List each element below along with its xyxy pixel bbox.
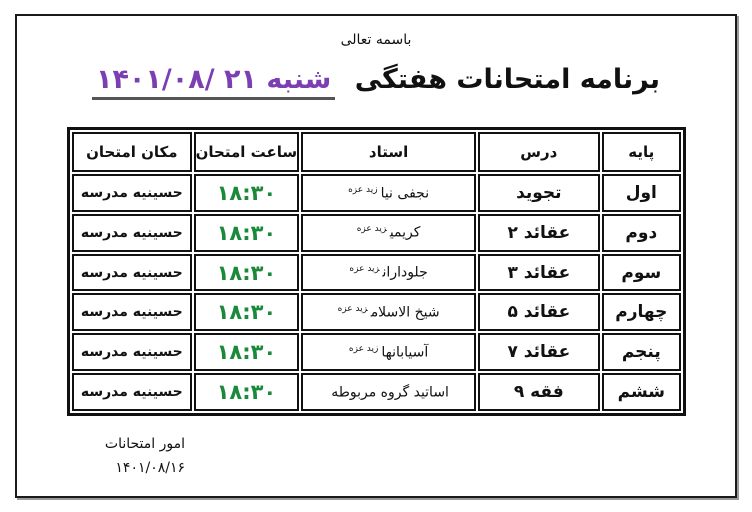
time-cell: ۱۸:۳۰: [194, 293, 300, 331]
teacher-honorific: زید عزه: [348, 343, 379, 354]
teacher-name: آسیابانها: [381, 344, 429, 361]
teacher-cell: [301, 293, 476, 331]
exam-schedule-table: [67, 127, 686, 416]
grade-cell: سوم: [602, 254, 681, 292]
footer-office: امور امتحانات: [104, 436, 185, 452]
column-header-place: مکان امتحان: [72, 132, 192, 172]
table-row: [72, 174, 681, 212]
grade-cell: پنجم: [602, 333, 681, 371]
place-cell: حسینیه مدرسه: [72, 254, 192, 292]
grade-cell: چهارم: [602, 293, 681, 331]
teacher-name: جلوداران: [382, 264, 428, 281]
place-cell: حسینیه مدرسه: [72, 293, 192, 331]
column-header-time: ساعت امتحان: [194, 132, 300, 172]
table-row: [72, 333, 681, 371]
teacher-honorific: زید عزه: [337, 304, 368, 315]
title-text: برنامه امتحانات هفتگی: [354, 64, 661, 95]
teacher-honorific: زید عزه: [356, 224, 387, 235]
grade-cell: دوم: [602, 214, 681, 252]
time-cell: ۱۸:۳۰: [194, 174, 300, 212]
teacher-honorific: زید عزه: [348, 184, 378, 195]
column-header-lesson: درس: [478, 132, 600, 172]
teacher-name: نجفی نیا: [380, 185, 430, 202]
table-row: [72, 214, 681, 252]
teacher-name: کریمی: [389, 225, 421, 242]
table-header-row: [72, 132, 681, 172]
lesson-cell: عقائد ۵: [478, 293, 600, 331]
teacher-name: اساتید گروه مربوطه: [331, 384, 449, 401]
time-cell: ۱۸:۳۰: [194, 214, 300, 252]
teacher-cell: [301, 333, 476, 371]
basmala-heading: باسمه تعالی: [340, 32, 412, 48]
table-row: [72, 293, 681, 331]
footer-signature: [95, 432, 185, 480]
teacher-cell: [301, 174, 476, 212]
teacher-name: شیخ الاسلام: [370, 304, 440, 321]
lesson-cell: عقائد ۳: [478, 254, 600, 292]
teacher-cell: [301, 254, 476, 292]
lesson-cell: عقائد ۲: [478, 214, 600, 252]
table-row: [72, 373, 681, 411]
teacher-cell: [301, 373, 476, 411]
place-cell: حسینیه مدرسه: [72, 214, 192, 252]
teacher-honorific: زید عزه: [349, 264, 380, 275]
grade-cell: اول: [602, 174, 681, 212]
table-row: [72, 254, 681, 292]
grade-cell: ششم: [602, 373, 681, 411]
lesson-cell: عقائد ۷: [478, 333, 600, 371]
footer-date: ۱۴۰۱/۰۸/۱۶: [115, 460, 185, 476]
column-header-teacher: استاد: [301, 132, 476, 172]
lesson-cell: تجوید: [478, 174, 600, 212]
time-cell: ۱۸:۳۰: [194, 254, 300, 292]
page-title: [0, 64, 752, 100]
column-header-grade: پایه: [602, 132, 681, 172]
time-cell: ۱۸:۳۰: [194, 333, 300, 371]
place-cell: حسینیه مدرسه: [72, 373, 192, 411]
time-cell: ۱۸:۳۰: [194, 373, 300, 411]
title-date: شنبه ۲۱ /۱۴۰۱/۰۸: [92, 64, 335, 100]
teacher-cell: [301, 214, 476, 252]
place-cell: حسینیه مدرسه: [72, 174, 192, 212]
lesson-cell: فقه ۹: [478, 373, 600, 411]
place-cell: حسینیه مدرسه: [72, 333, 192, 371]
